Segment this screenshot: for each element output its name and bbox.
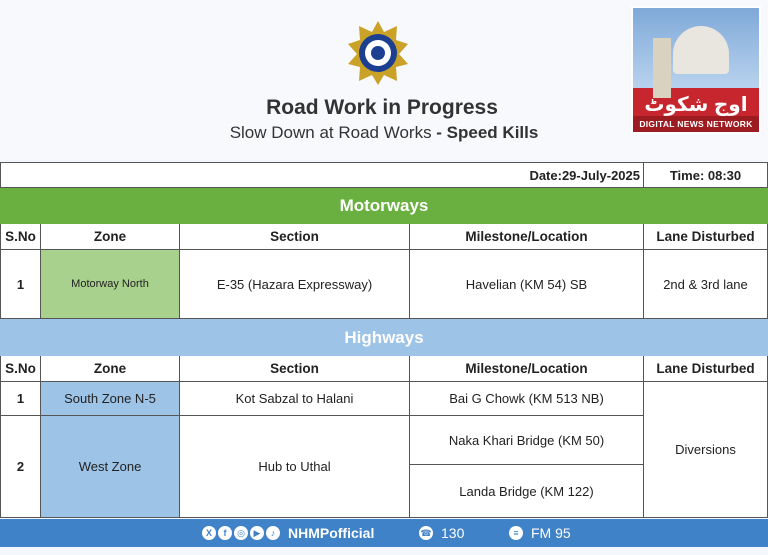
page-title: Road Work in Progress xyxy=(266,96,498,119)
time-label: Time: 08:30 xyxy=(644,163,768,188)
phone-icon: ☎ xyxy=(420,528,432,538)
social-links xyxy=(202,519,374,547)
police-badge-icon xyxy=(347,20,409,86)
row-section: Kot Sabzal to Halani xyxy=(180,382,410,416)
instagram-icon[interactable]: ◎ xyxy=(234,526,248,540)
column-location: Milestone/Location xyxy=(410,356,644,382)
highways-section-header: Highways xyxy=(0,319,768,356)
page-subtitle: Slow Down at Road Works - Speed Kills xyxy=(229,123,539,142)
motorways-column-header xyxy=(0,224,768,250)
column-sno: S.No xyxy=(0,356,41,382)
helpline: ☎ 130 xyxy=(420,525,465,541)
news-network-logo: اوج شکوٹ DIGITAL NEWS NETWORK xyxy=(631,6,761,134)
row-sno: 1 xyxy=(0,250,41,319)
row-lane: 2nd & 3rd lane xyxy=(644,250,768,319)
radio-station: ≡ FM 95 xyxy=(509,519,571,547)
row-section: E-35 (Hazara Expressway) xyxy=(180,250,410,319)
row-sno: 2 xyxy=(0,416,41,518)
column-location: Milestone/Location xyxy=(410,224,644,250)
column-section: Section xyxy=(180,224,410,250)
column-sno: S.No xyxy=(0,224,41,250)
column-zone: Zone xyxy=(41,356,180,382)
social-handle[interactable]: NHMPofficial xyxy=(288,525,375,541)
motorways-section-header: Motorways xyxy=(0,188,768,224)
radio-icon: ≡ xyxy=(509,526,523,540)
row-location: Landa Bridge (KM 122) xyxy=(410,465,644,518)
x-icon[interactable]: X xyxy=(202,526,216,540)
tiktok-icon[interactable]: ♪ xyxy=(266,526,280,540)
row-zone: West Zone xyxy=(41,416,180,518)
table-row xyxy=(0,250,768,319)
header xyxy=(0,0,768,160)
row-sno: 1 xyxy=(0,382,41,416)
row-location: Bai G Chowk (KM 513 NB) xyxy=(410,382,644,416)
date-row xyxy=(0,162,768,188)
highways-column-header xyxy=(0,356,768,382)
highways-body xyxy=(0,382,768,518)
column-lane: Lane Disturbed xyxy=(644,356,768,382)
date-label: Date:29-July-2025 xyxy=(0,163,644,188)
column-section: Section xyxy=(180,356,410,382)
row-location: Naka Khari Bridge (KM 50) xyxy=(410,416,644,465)
row-zone: South Zone N-5 xyxy=(41,382,180,416)
facebook-icon[interactable]: f xyxy=(218,526,232,540)
row-lane: Diversions xyxy=(644,382,768,518)
row-location: Havelian (KM 54) SB xyxy=(410,250,644,319)
footer xyxy=(0,519,768,547)
column-lane: Lane Disturbed xyxy=(644,224,768,250)
row-section: Hub to Uthal xyxy=(180,416,410,518)
row-zone: Motorway North xyxy=(41,250,180,319)
youtube-icon[interactable]: ▶ xyxy=(250,526,264,540)
column-zone: Zone xyxy=(41,224,180,250)
